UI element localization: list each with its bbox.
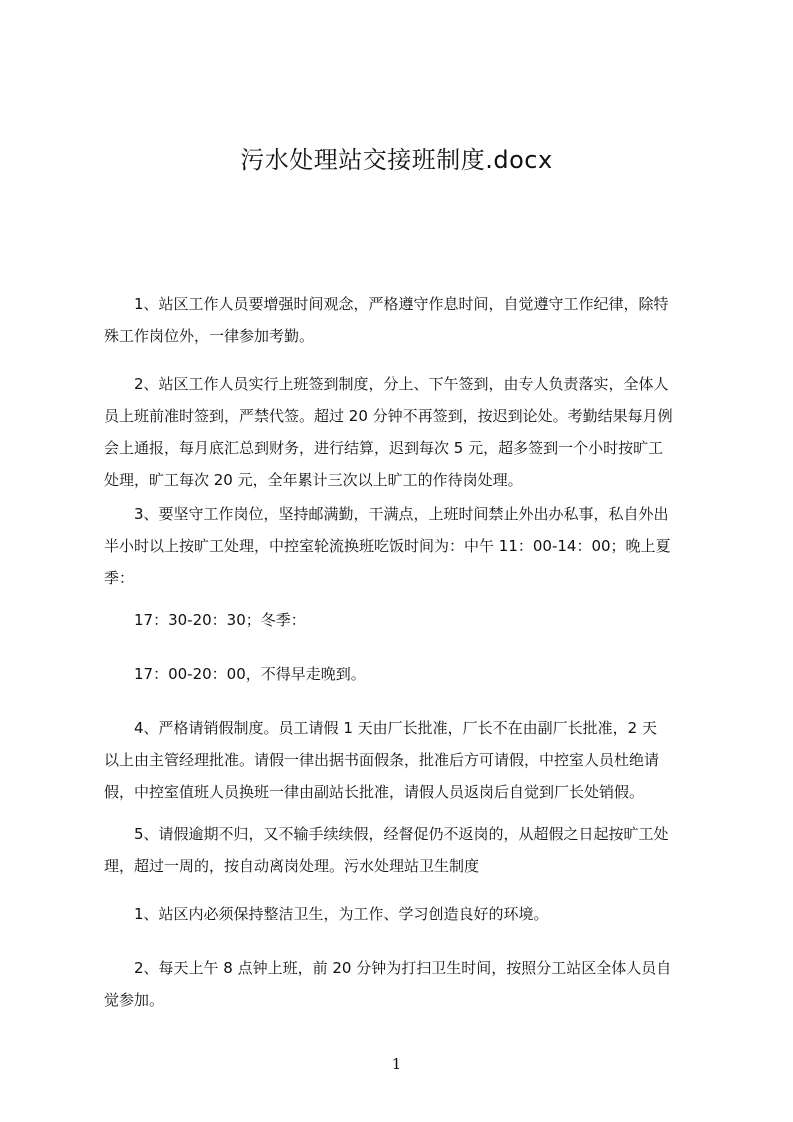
paragraph-line: 2、每天上午 8 点钟上班，前 20 分钟为打扫卫生时间，按照分工站区全体人员自: [134, 959, 672, 977]
paragraph-1: [104, 288, 710, 352]
paragraph-line: 会上通报，每月底汇总到财务，进行结算，迟到每次 5 元，超多签到一个小时按旷工: [104, 439, 664, 457]
paragraph-line: 员上班前准时签到，严禁代签。超过 20 分钟不再签到，按迟到论处。考勤结果每月例: [104, 407, 673, 425]
paragraph-line: 3、要坚守工作岗位，坚持邮满勤，干满点，上班时间禁止外出办私事，私自外出: [134, 505, 669, 523]
paragraph-9: [104, 952, 710, 1016]
paragraph-7: [104, 818, 710, 882]
paragraph-8: [104, 898, 710, 930]
paragraph-line: 4、严格请销假制度。员工请假 1 天由厂长批准，厂长不在由副厂长批准，2 天: [134, 719, 657, 737]
paragraph-4: [104, 604, 710, 636]
paragraph-line: 理，超过一周的，按自动离岗处理。污水处理站卫生制度: [104, 857, 480, 875]
paragraph-5: [104, 658, 710, 690]
page-number: 1: [391, 1055, 402, 1073]
paragraph-line: 2、站区工作人员实行上班签到制度，分上、下午签到，由专人负责落实，全体人: [134, 375, 669, 393]
paragraph-line: 1、站区内必须保持整洁卫生，为工作、学习创造良好的环境。: [134, 905, 549, 923]
paragraph-line: 17：30-20：30；冬季：: [134, 611, 306, 629]
paragraph-6: [104, 712, 710, 808]
paragraph-line: 17：00-20：00，不得早走晚到。: [134, 665, 366, 683]
paragraph-line: 5、请假逾期不归，又不输手续续假，经督促仍不返岗的，从超假之日起按旷工处: [134, 825, 669, 843]
paragraph-line: 半小时以上按旷工处理，中控室轮流换班吃饭时间为：中午 11：00-14：00；晚上夏: [104, 537, 671, 555]
paragraph-line: 以上由主管经理批准。请假一律出据书面假条，批准后方可请假，中控室人员杜绝请: [104, 751, 660, 769]
paragraph-2: [104, 368, 710, 496]
paragraph-line: 觉参加。: [104, 991, 165, 1009]
paragraph-3: [104, 498, 710, 594]
paragraph-line: 假，中控室值班人员换班一律由副站长批准，请假人员返岗后自觉到厂长处销假。: [104, 783, 645, 801]
paragraph-line: 季：: [104, 569, 135, 587]
document-title: 污水处理站交接班制度.docx: [240, 146, 553, 174]
paragraph-line: 处理，旷工每次 20 元，全年累计三次以上旷工的作待岗处理。: [104, 471, 523, 489]
paragraph-line: 殊工作岗位外，一律参加考勤。: [104, 327, 315, 345]
paragraph-line: 1、站区工作人员要增强时间观念，严格遵守作息时间，自觉遵守工作纪律，除特: [134, 295, 669, 313]
